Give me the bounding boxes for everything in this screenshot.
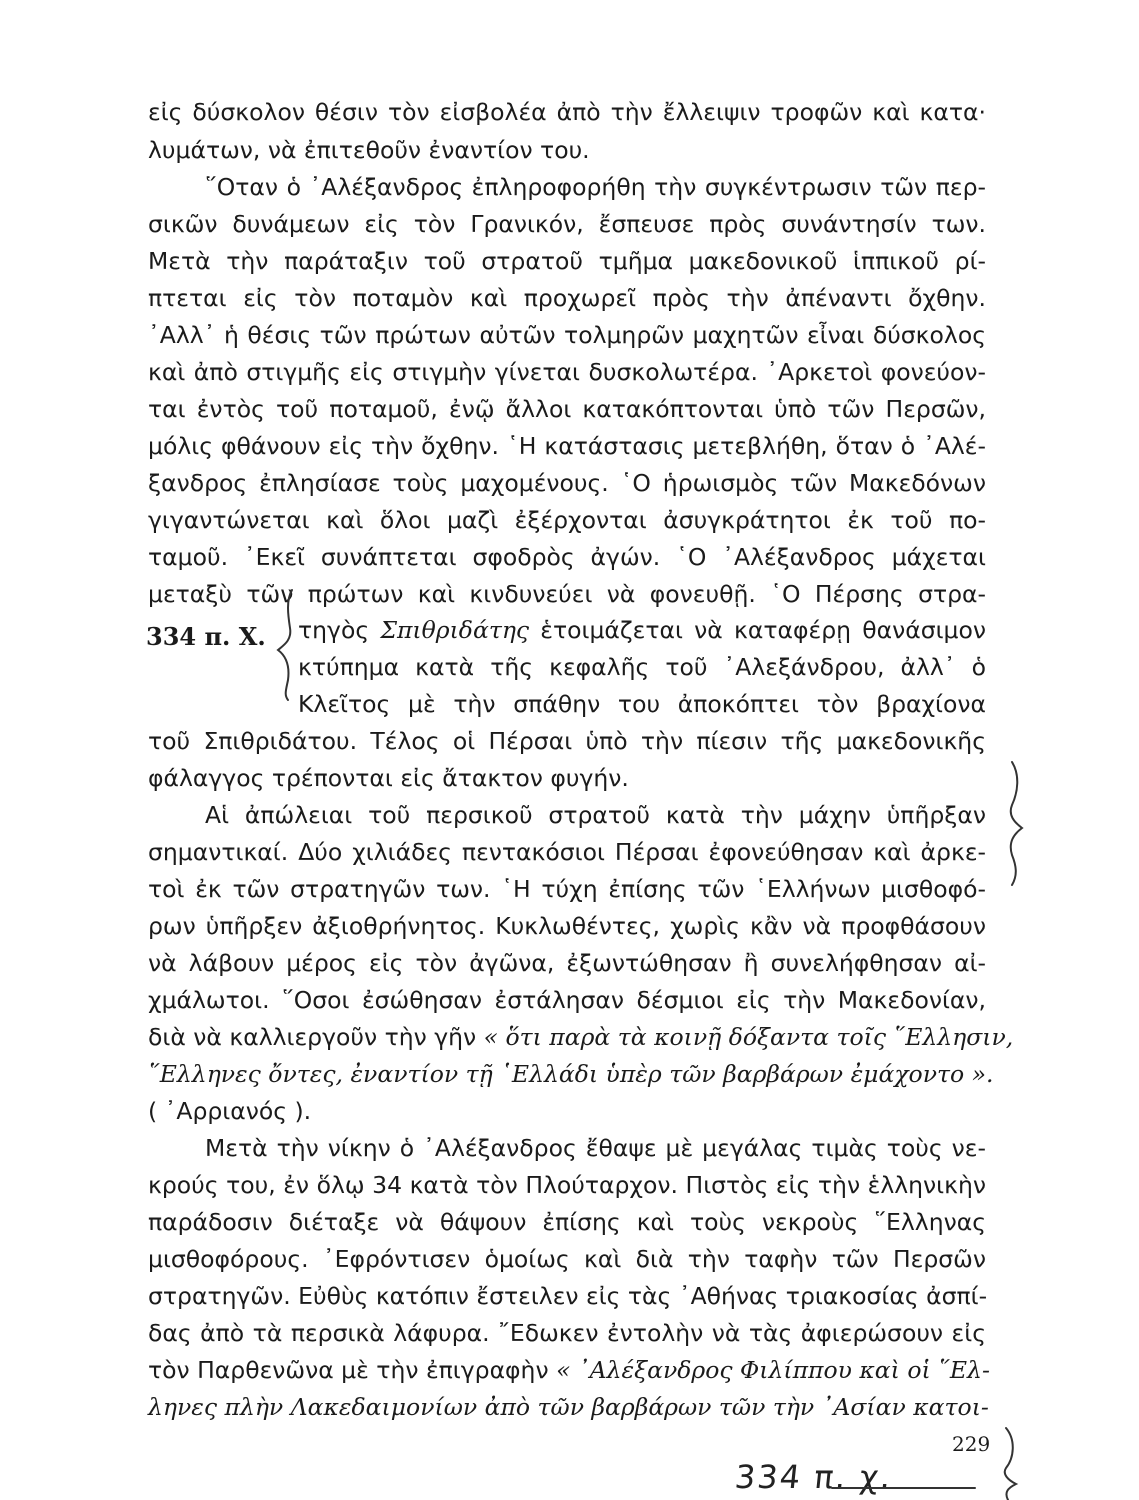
margin-date-label: 334 π. Χ.: [146, 622, 266, 651]
text-line: σικῶν δυνάμεων εἰς τὸν Γρανικόν, ἔσπευσε πρὸς συνάντησίν των.: [148, 210, 986, 238]
text-line: ρων ὑπῆρξεν ἀξιοθρήνητος. Κυκλωθέντες, χωρὶς κἂν νὰ προφθάσουν: [148, 912, 986, 940]
text-line: ῞Οταν ὁ ᾽Αλέξανδρος ἐπληροφορήθη τὴν συγκέντρωσιν τῶν περ-: [205, 173, 986, 201]
text-line: τὸν Παρθενῶνα μὲ τὴν ἐπιγραφὴν « ᾽Αλέξανδρος Φιλίππου καὶ οἱ ῞Ελ-: [148, 1356, 990, 1384]
text-line: Κλεῖτος μὲ τὴν σπάθην του ἀποκόπτει τὸν βραχίονα: [298, 690, 986, 718]
text-line: σημαντικαί. Δύο χιλιάδες πεντακόσιοι Πέρσαι ἐφονεύθησαν καὶ ἀρκε-: [148, 838, 986, 866]
handwritten-note: 334 π. χ.: [733, 1458, 895, 1496]
italic-quote: « ᾽Αλέξανδρος Φιλίππου καὶ οἱ ῞Ελ-: [556, 1356, 990, 1384]
text-line: καὶ ἀπὸ στιγμῆς εἰς στιγμὴν γίνεται δυσκολωτέρα. ᾽Αρκετοὶ φονεύον-: [148, 358, 986, 386]
text-line: εἰς δύσκολον θέσιν τὸν εἰσβολέα ἀπὸ τὴν ἔλλειψιν τροφῶν καὶ κατα·: [148, 98, 986, 126]
text-line: στρατηγῶν. Εὐθὺς κατόπιν ἔστειλεν εἰς τὰς ᾽Αθήνας τριακοσίας ἀσπί-: [148, 1282, 988, 1310]
side-bracket-mark: [278, 590, 292, 700]
text-line: ταμοῦ. ᾽Εκεῖ συνάπτεται σφοδρὸς ἀγών. ῾Ο ᾽Αλέξανδρος μάχεται: [148, 543, 986, 571]
text-line: νὰ λάβουν μέρος εἰς τὸν ἀγῶνα, ἐξωντώθησαν ἢ συνελήφθησαν αἰ-: [148, 949, 986, 977]
text-line: Αἱ ἀπώλειαι τοῦ περσικοῦ στρατοῦ κατὰ τὴν μάχην ὑπῆρξαν: [205, 801, 986, 829]
text-line: ξανδρος ἐπλησίασε τοὺς μαχομένους. ῾Ο ἡρωισμὸς τῶν Μακεδόνων: [148, 469, 986, 497]
text-line: φάλαγγος τρέπονται εἰς ἄτακτον φυγήν.: [148, 764, 629, 792]
text-line: γιγαντώνεται καὶ ὅλοι μαζὶ ἐξέρχονται ἀσυγκράτητοι ἐκ τοῦ πο-: [148, 506, 986, 534]
italic-name: Σπιθριδάτης: [380, 616, 530, 644]
margin-brace-mark: [1011, 762, 1022, 885]
text-line: τοῦ Σπιθριδάτου. Τέλος οἱ Πέρσαι ὑπὸ τὴν πίεσιν τῆς μακεδονικῆς: [148, 727, 986, 755]
text-line: τοὶ ἐκ τῶν στρατηγῶν των. ῾Η τύχη ἐπίσης τῶν ῾Ελλήνων μισθοφό-: [148, 875, 986, 903]
text-line: μισθοφόρους. ᾽Εφρόντισεν ὁμοίως καὶ διὰ τὴν ταφὴν τῶν Περσῶν: [148, 1245, 986, 1273]
text-line: ᾽Αλλ᾽ ἡ θέσις τῶν πρώτων αὐτῶν τολμηρῶν μαχητῶν εἶναι δύσκολος: [148, 321, 986, 349]
text-line: κτύπημα κατὰ τῆς κεφαλῆς τοῦ ᾽Αλεξάνδρου, ἀλλ᾽ ὁ: [298, 653, 986, 681]
text-line: Μετὰ τὴν παράταξιν τοῦ στρατοῦ τμῆμα μακεδονικοῦ ἱππικοῦ ρί-: [148, 247, 986, 275]
text-line: μόλις φθάνουν εἰς τὴν ὄχθην. ῾Η κατάστασις μετεβλήθη, ὅταν ὁ ᾽Αλέ-: [148, 432, 986, 460]
text-line: χμάλωτοι. ῞Οσοι ἐσώθησαν ἐστάλησαν δέσμιοι εἰς τὴν Μακεδονίαν,: [148, 986, 986, 1014]
text-line: μεταξὺ τῶν πρώτων καὶ κινδυνεύει νὰ φονευθῇ. ῾Ο Πέρσης στρα-: [148, 580, 986, 608]
text-line: κρούς του, ἐν ὅλῳ 34 κατὰ τὸν Πλούταρχον. Πιστὸς εἰς τὴν ἑλληνικὴν: [148, 1171, 986, 1199]
text-line: ται ἐντὸς τοῦ ποταμοῦ, ἐνῷ ἄλλοι κατακόπτονται ὑπὸ τῶν Περσῶν,: [148, 395, 986, 423]
text-line: λυμάτων, νὰ ἐπιτεθοῦν ἐναντίον του.: [148, 136, 590, 164]
text-line: Μετὰ τὴν νίκην ὁ ᾽Αλέξανδρος ἔθαψε μὲ μεγάλας τιμὰς τοὺς νε-: [205, 1134, 986, 1162]
page-brace-mark: [1005, 1428, 1016, 1500]
text-line: τηγὸς Σπιθριδάτης ἑτοιμάζεται νὰ καταφέρῃ θανάσιμον: [298, 616, 987, 644]
text-line: δας ἀπὸ τὰ περσικὰ λάφυρα. ῎Εδωκεν ἐντολὴν νὰ τὰς ἀφιερώσουν εἰς: [148, 1319, 986, 1347]
text-line: παράδοσιν διέταξε νὰ θάψουν ἐπίσης καὶ τοὺς νεκροὺς ῞Ελληνας: [148, 1208, 986, 1236]
quote-source: ( ᾽Αρριανός ).: [148, 1097, 312, 1125]
text-line: διὰ νὰ καλλιεργοῦν τὴν γῆν « ὅτι παρὰ τὰ κοινῇ δόξαντα τοῖς ῞Ελλησιν,: [148, 1023, 1014, 1051]
italic-quote: ληνες πλὴν Λακεδαιμονίων ἀπὸ τῶν βαρβάρων τῶν τὴν ᾽Ασίαν κατοι-: [148, 1393, 989, 1421]
text-line: πτεται εἰς τὸν ποταμὸν καὶ προχωρεῖ πρὸς τὴν ἀπέναντι ὄχθην.: [148, 284, 986, 312]
italic-quote: ῞Ελληνες ὄντες, ἐναντίον τῇ ῾Ελλάδι ὑπὲρ τῶν βαρβάρων ἐμάχοντο ».: [148, 1060, 994, 1088]
italic-quote: « ὅτι παρὰ τὰ κοινῇ δόξαντα τοῖς ῞Ελλησιν,: [483, 1023, 1014, 1051]
page-number: 229: [952, 1432, 991, 1456]
